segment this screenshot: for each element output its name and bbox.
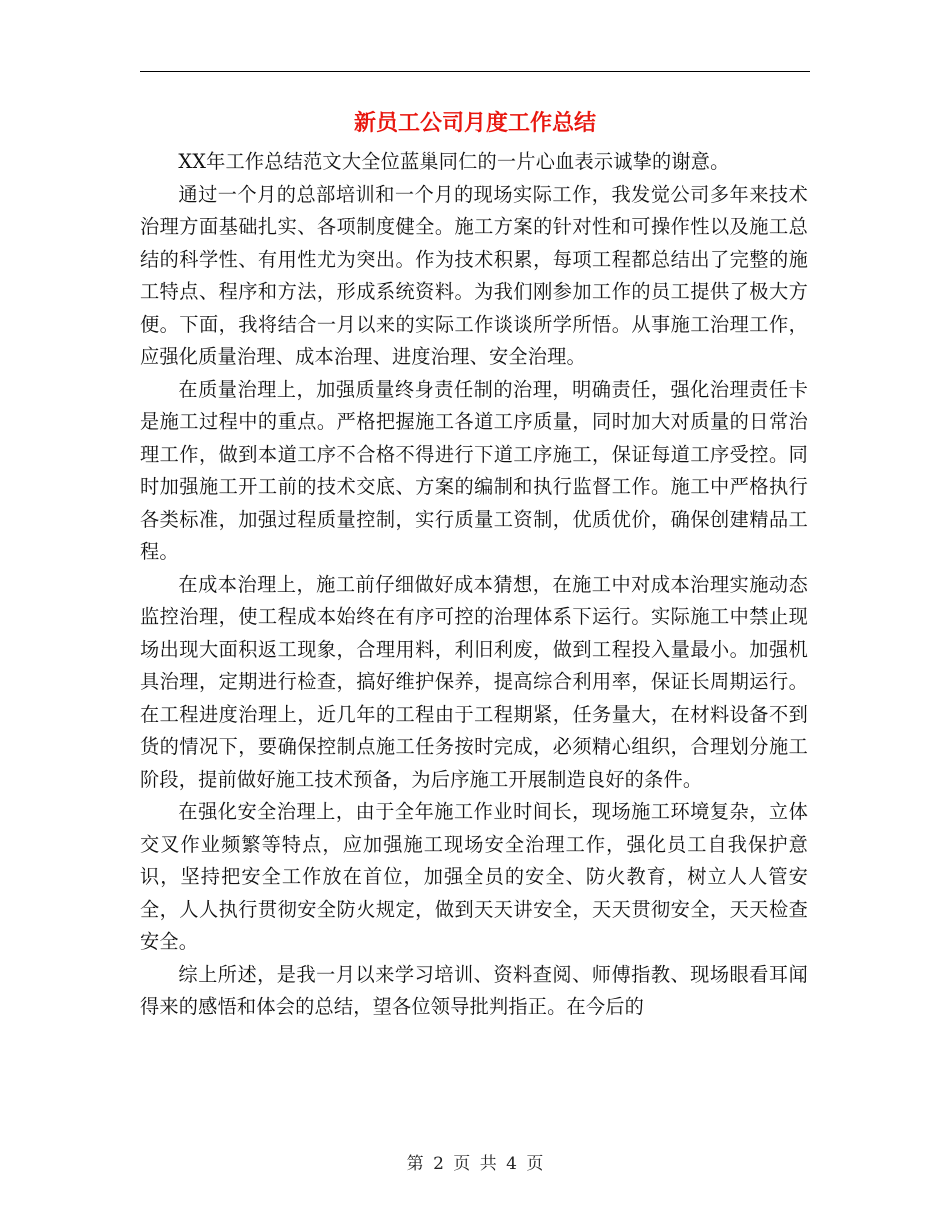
document-title: 新员工公司月度工作总结 <box>353 111 596 136</box>
paragraph-intro: XX年工作总结范文大全位蓝巢同仁的一片心血表示诚挚的谢意。 <box>178 150 730 173</box>
document-body <box>140 146 808 1024</box>
paragraph-cost-progress: 在成本治理上，施工前仔细做好成本猜想，在施工中对成本治理实施动态监控治理，使工程成本始终在有序可控的治理体系下运行。实际施工中禁止现场出现大面积返工现象，合理用料，利旧利废，做到工程投入量最小。加强机具治理，定期进行检查，搞好维护保养，提高综合利用率，保证长周期运行。 在工程进度治理上，近几年的工程由于工程期紧，任务量大，在材料设备不到货的情况下，要确保控制点施工任务按时完成，必须精心组织，合理划分施工阶段，提前做好施工技术预备，为后序施工开展制造良好的条件。 <box>140 572 808 791</box>
paragraph-safety: 在强化安全治理上，由于全年施工作业时间长，现场施工环境复杂，立体交叉作业频繁等特点，应加强施工现场安全治理工作，强化员工自我保护意识，坚持把安全工作放在首位，加强全员的安全、防火教育，树立人人管安全，人人执行贯彻安全防火规定，做到天天讲安全，天天贯彻安全，天天检查安全。 <box>140 800 808 953</box>
paragraph-quality: 在质量治理上，加强质量终身责任制的治理，明确责任，强化治理责任卡是施工过程中的重点。严格把握施工各道工序质量，同时加大对质量的日常治理工作，做到本道工序不合格不得进行下道工序施工，保证每道工序受控。同时加强施工开工前的技术交底、方案的编制和执行监督工作。施工中严格执行各类标准，加强过程质量控制，实行质量工资制，优质优价，确保创建精品工程。 <box>140 377 808 563</box>
page-number-footer: 第 2 页 共 4 页 <box>406 1154 544 1174</box>
paragraph-overview: 通过一个月的总部培训和一个月的现场实际工作，我发觉公司多年来技术治理方面基础扎实、各项制度健全。施工方案的针对性和可操作性以及施工总结的科学性、有用性尤为突出。作为技术积累，每项工程都总结出了完整的施工特点、程序和方法，形成系统资料。为我们刚参加工作的员工提供了极大方便。下面，我将结合一月以来的实际工作谈谈所学所悟。从事施工治理工作，应强化质量治理、成本治理、进度治理、安全治理。 <box>140 182 808 368</box>
paragraph-summary: 综上所述，是我一月以来学习培训、资料查阅、师傅指教、现场眼看耳闻得来的感悟和体会的总结，望各位领导批判指正。在今后的 <box>140 962 808 1018</box>
header-rule <box>140 71 810 72</box>
